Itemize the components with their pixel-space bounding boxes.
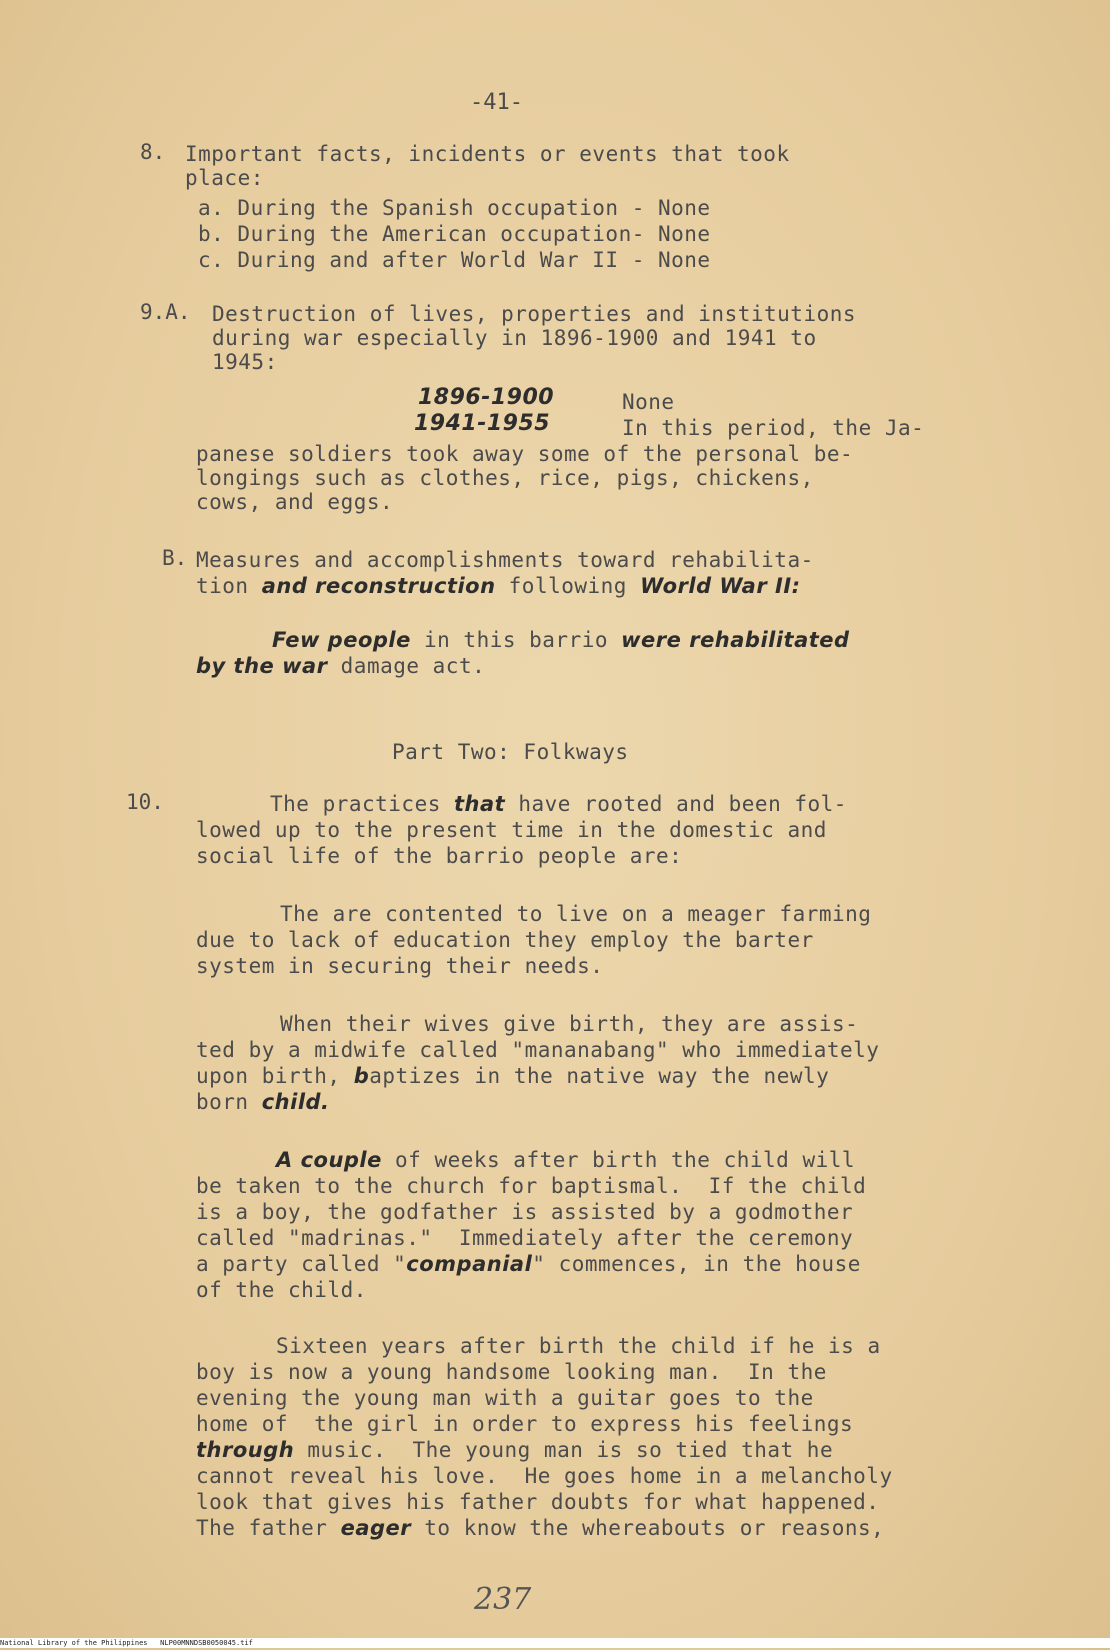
- text: to know the whereabouts or reasons,: [411, 1516, 885, 1540]
- para-1-line-2: due to lack of education they employ the barter: [196, 928, 814, 952]
- para-4-line-2: boy is now a young handsome looking man. In the: [196, 1360, 827, 1384]
- para-4-line-6: cannot reveal his love. He goes home in a melancholy: [196, 1464, 893, 1488]
- part-two-title: Part Two: Folkways: [392, 740, 629, 764]
- handwritten-text: through: [196, 1438, 295, 1462]
- section-9a-line-1: Destruction of lives, properties and institutions: [212, 302, 857, 326]
- section-9b-para-line-1: [272, 628, 850, 652]
- para-2-line-1: When their wives give birth, they are assis-: [280, 1012, 859, 1036]
- page-number: -41-: [470, 90, 523, 115]
- section-10-number: 10.: [126, 790, 164, 814]
- text: tion: [196, 574, 262, 598]
- text: following: [495, 574, 641, 598]
- text: of weeks after birth the child will: [381, 1148, 856, 1172]
- section-9a-line-6: cows, and eggs.: [196, 490, 394, 514]
- text: upon birth,: [196, 1064, 354, 1088]
- text: " commences, in the house: [532, 1252, 861, 1276]
- handwritten-text: A couple: [276, 1148, 382, 1172]
- para-4-line-1: Sixteen years after birth the child if he is a: [276, 1334, 881, 1358]
- section-10-line-3: social life of the barrio people are:: [196, 844, 683, 868]
- handwritten-text: that: [454, 792, 506, 816]
- text: music. The young man is so tied that he: [294, 1438, 834, 1462]
- para-1-line-1: The are contented to live on a meager farming: [280, 902, 872, 926]
- section-9b-number: B.: [162, 546, 188, 570]
- para-3-line-5: [196, 1252, 861, 1276]
- year-range-2: 1941-1955: [414, 411, 551, 436]
- section-8-line-1: Important facts, incidents or events that took: [185, 142, 790, 166]
- para-1-line-3: system in securing their needs.: [196, 954, 604, 978]
- handwritten-text: by the war: [196, 654, 328, 678]
- handwritten-text: b: [353, 1064, 370, 1088]
- handwritten-text: Few people: [272, 628, 411, 652]
- text: in this barrio: [410, 628, 622, 652]
- section-8-line-2: place:: [185, 166, 264, 190]
- section-8-number: 8.: [140, 140, 166, 164]
- handwritten-text: were rehabilitated: [621, 628, 850, 652]
- text: The practices: [270, 792, 455, 816]
- text: The father: [196, 1516, 341, 1540]
- para-3-line-3: is a boy, the godfather is assisted by a godmother: [196, 1200, 854, 1224]
- section-8-item-a: a. During the Spanish occupation - None: [198, 196, 711, 220]
- para-3-line-6: of the child.: [196, 1278, 367, 1302]
- handwritten-text: and reconstruction: [261, 574, 496, 598]
- section-10-line-2: lowed up to the present time in the domestic and: [196, 818, 827, 842]
- section-9b-line-2: [196, 574, 801, 598]
- text: born: [196, 1090, 262, 1114]
- para-4-line-4: home of the girl in order to express his feelings: [196, 1412, 854, 1436]
- handwritten-text: child.: [261, 1090, 330, 1114]
- section-9a-line-5: longings such as clothes, rice, pigs, chickens,: [196, 466, 814, 490]
- handwritten-page-number: 237: [474, 1582, 532, 1617]
- section-9a-line-3: 1945:: [212, 350, 278, 374]
- scan-footer: National Library of the Philippines NLP00MNNDSB0050045.tif: [0, 1638, 1110, 1648]
- section-9b-para-line-2: [196, 654, 485, 678]
- handwritten-text: companial: [406, 1252, 533, 1276]
- text: damage act.: [327, 654, 486, 678]
- section-9b-line-1: Measures and accomplishments toward rehabilita-: [196, 548, 814, 572]
- section-9a-line-2: during war especially in 1896-1900 and 1941 to: [212, 326, 817, 350]
- section-8-item-b: b. During the American occupation- None: [198, 222, 711, 246]
- para-4-line-7: look that gives his father doubts for what happened.: [196, 1490, 880, 1514]
- text: aptizes in the native way the newly: [369, 1064, 830, 1088]
- section-8-item-c: c. During and after World War II - None: [198, 248, 711, 272]
- para-4-line-8: [196, 1516, 884, 1540]
- year-range-1: 1896-1900: [418, 385, 555, 410]
- para-2-line-3: [196, 1064, 829, 1088]
- para-4-line-5: [196, 1438, 833, 1462]
- section-9a-number: 9.A.: [140, 300, 191, 324]
- text: a party called ": [196, 1252, 407, 1276]
- para-4-line-3: evening the young man with a guitar goes to the: [196, 1386, 814, 1410]
- text: have rooted and been fol-: [505, 792, 847, 816]
- para-2-line-4: [196, 1090, 330, 1114]
- year-range-2-value: In this period, the Ja-: [622, 416, 925, 440]
- section-10-line-1: [270, 792, 847, 816]
- handwritten-text: eager: [340, 1516, 412, 1540]
- para-2-line-2: ted by a midwife called "mananabang" who immediately: [196, 1038, 880, 1062]
- para-3-line-2: be taken to the church for baptismal. If the child: [196, 1174, 867, 1198]
- handwritten-text: World War II:: [640, 574, 801, 598]
- para-3-line-1: [276, 1148, 855, 1172]
- section-9a-line-4: panese soldiers took away some of the personal be-: [196, 442, 854, 466]
- para-3-line-4: called "madrinas." Immediately after the ceremony: [196, 1226, 854, 1250]
- year-range-1-value: None: [622, 390, 675, 414]
